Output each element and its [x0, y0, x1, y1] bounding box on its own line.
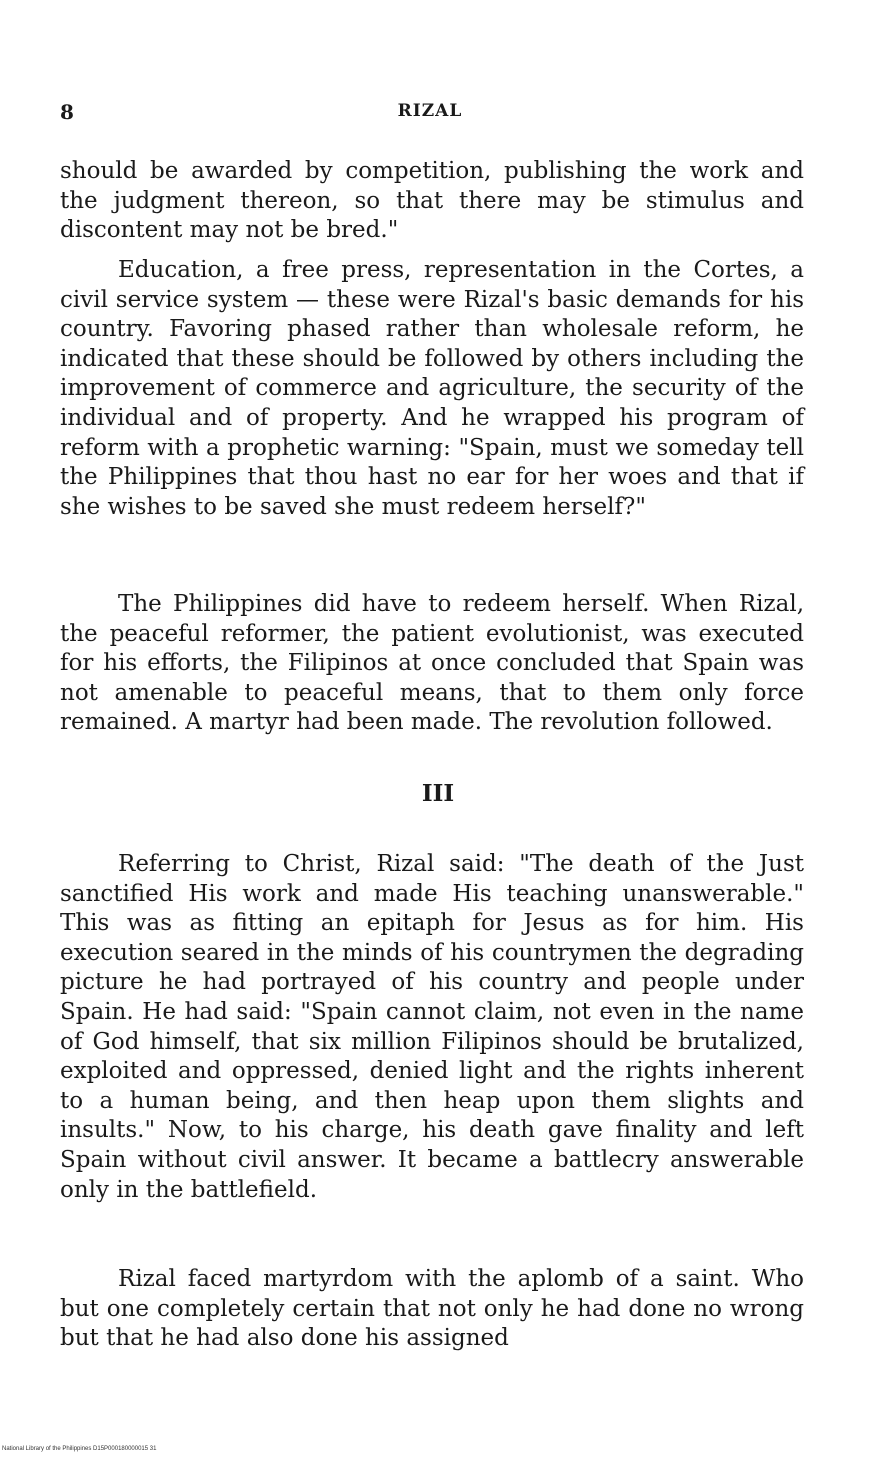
paragraph-text: Referring to Christ, Rizal said: "The death of the Just sanctified His work and made His teaching unanswerable." This was as fitting an epitaph for Jesus as for him. His execution seared in the minds of his countrymen the degrading picture he had portrayed of his country and people under Spain. He had said: "Spain cannot claim, not even in the name of God himself, that six million Filipinos should be brutalized, exploited and oppressed, denied light and the rights inherent to a human being, and then heap upon them slights and insults." Now, to his charge, his death gave finality and left Spain without civil answer. It became a battlecry answerable only in the battlefield.: [60, 851, 804, 1203]
paragraph-continued: [60, 157, 804, 246]
paragraph-martyrdom: [60, 1265, 804, 1354]
page-number: 8: [60, 100, 74, 124]
paragraph-death-of-the-just: [60, 850, 804, 1205]
paragraph-redeem-herself: [60, 590, 804, 738]
paragraph-text: Rizal faced martyrdom with the aplomb of a saint. Who but one completely certain that not only he had done no wrong but that he had also done his assigned: [60, 1266, 804, 1352]
section-heading: III: [421, 780, 455, 807]
paragraph-text: should be awarded by competition, publishing the work and the judgment thereon, so that there may be stimulus and discontent may not be bred.": [60, 158, 804, 244]
scan-credit: National Library of the Philippines D15P000180000015 31: [2, 1446, 157, 1452]
paragraph-text: Education, a free press, representation in the Cortes, a civil service system — these were Rizal's basic demands for his country. Favoring phased rather than wholesale reform, he indicated that these should be followed by others including the improvement of commerce and agriculture, the security of the individual and of property. And he wrapped his program of reform with a prophetic warning: "Spain, must we someday tell the Philippines that thou hast no ear for her woes and that if she wishes to be saved she must redeem herself?": [60, 257, 804, 520]
running-head: [60, 100, 800, 130]
paragraph-reform-demands: [60, 256, 804, 522]
running-head-title: RIZAL: [397, 101, 463, 121]
paragraph-text: The Philippines did have to redeem herself. When Rizal, the peaceful reformer, the patient evolutionist, was executed for his efforts, the Filipinos at once concluded that Spain was not amenable to peaceful means, that to them only force remained. A martyr had been made. The revolution followed.: [60, 591, 804, 736]
